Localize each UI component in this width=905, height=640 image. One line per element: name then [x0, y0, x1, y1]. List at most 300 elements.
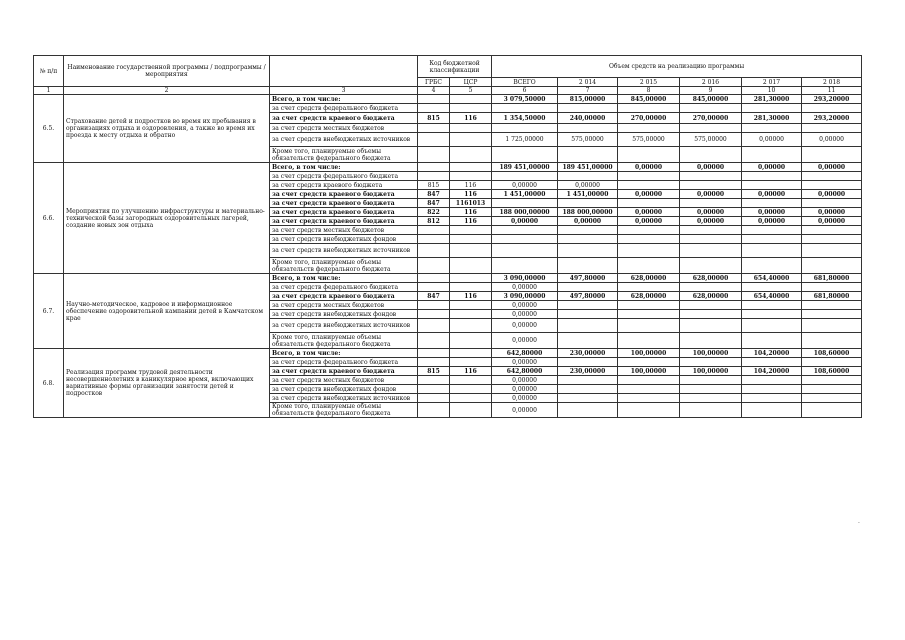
amount-cell	[802, 376, 862, 385]
amount-cell	[742, 258, 802, 274]
csr-cell: 116	[450, 292, 492, 301]
col-number: 2	[64, 87, 270, 95]
amount-cell	[742, 358, 802, 367]
grbs-cell	[418, 333, 450, 349]
amount-cell: 0,00000	[492, 310, 558, 319]
grbs-cell: 847	[418, 199, 450, 208]
col-number: 5	[450, 87, 492, 95]
csr-cell	[450, 385, 492, 394]
amount-cell: 815,00000	[558, 95, 618, 104]
csr-cell	[450, 235, 492, 244]
amount-cell: 100,00000	[618, 349, 680, 358]
amount-cell	[742, 310, 802, 319]
amount-cell: 0,00000	[558, 217, 618, 226]
amount-cell: 0,00000	[742, 190, 802, 199]
grbs-cell	[418, 244, 450, 258]
grbs-cell	[418, 172, 450, 181]
row-label: Всего, в том числе:	[270, 274, 418, 283]
header-no: № п/п	[34, 56, 64, 87]
amount-cell: 0,00000	[742, 163, 802, 172]
amount-cell: 642,80000	[492, 367, 558, 376]
csr-cell	[450, 376, 492, 385]
col-number: 11	[802, 87, 862, 95]
amount-cell: 575,00000	[680, 133, 742, 147]
grbs-cell	[418, 258, 450, 274]
row-label: за счет средств местных бюджетов	[270, 226, 418, 235]
csr-cell: 116	[450, 208, 492, 217]
header-volume: Объем средств на реализацию программы	[492, 56, 862, 78]
grbs-cell	[418, 226, 450, 235]
amount-cell	[492, 244, 558, 258]
table-row	[34, 274, 862, 283]
amount-cell	[802, 226, 862, 235]
amount-cell: 100,00000	[680, 349, 742, 358]
amount-cell: 0,00000	[742, 217, 802, 226]
grbs-cell	[418, 274, 450, 283]
amount-cell	[742, 283, 802, 292]
amount-cell: 108,60000	[802, 349, 862, 358]
amount-cell	[618, 235, 680, 244]
amount-cell: 281,30000	[742, 95, 802, 104]
amount-cell	[742, 104, 802, 113]
row-label: за счет средств внебюджетных источников	[270, 244, 418, 258]
csr-cell	[450, 319, 492, 333]
grbs-cell	[418, 133, 450, 147]
grbs-cell	[418, 403, 450, 418]
amount-cell: 3 090,00000	[492, 274, 558, 283]
amount-cell	[680, 124, 742, 133]
csr-cell	[450, 124, 492, 133]
amount-cell	[742, 181, 802, 190]
amount-cell	[680, 258, 742, 274]
header-year: 2 018	[802, 78, 862, 87]
grbs-cell	[418, 283, 450, 292]
amount-cell: 188 000,00000	[492, 208, 558, 217]
row-label: за счет средств местных бюджетов	[270, 376, 418, 385]
amount-cell	[558, 358, 618, 367]
amount-cell	[742, 226, 802, 235]
amount-cell: 0,00000	[618, 217, 680, 226]
amount-cell: 0,00000	[742, 133, 802, 147]
amount-cell	[802, 333, 862, 349]
amount-cell: 0,00000	[802, 208, 862, 217]
amount-cell	[492, 226, 558, 235]
amount-cell	[618, 333, 680, 349]
amount-cell	[492, 199, 558, 208]
amount-cell	[802, 235, 862, 244]
row-label: за счет средств краевого бюджета	[270, 367, 418, 376]
csr-cell	[450, 274, 492, 283]
row-label: за счет средств внебюджетных источников	[270, 133, 418, 147]
csr-cell	[450, 394, 492, 403]
csr-cell	[450, 310, 492, 319]
amount-cell: 189 451,00000	[492, 163, 558, 172]
csr-cell	[450, 133, 492, 147]
amount-cell: 0,00000	[492, 385, 558, 394]
amount-cell	[802, 181, 862, 190]
amount-cell: 104,20000	[742, 367, 802, 376]
section-title: Реализация программ трудовой деятельности несовершеннолетних в каникулярное время, включающих вариативные формы организации занятости детей и подростков	[64, 349, 270, 418]
amount-cell: 0,00000	[492, 217, 558, 226]
amount-cell	[492, 258, 558, 274]
csr-cell	[450, 301, 492, 310]
amount-cell	[618, 403, 680, 418]
amount-cell	[742, 244, 802, 258]
row-label: за счет средств краевого бюджета	[270, 292, 418, 301]
csr-cell	[450, 147, 492, 163]
grbs-cell	[418, 358, 450, 367]
amount-cell: 189 451,00000	[558, 163, 618, 172]
section-number: 6.8.	[34, 349, 64, 418]
amount-cell	[618, 358, 680, 367]
grbs-cell: 815	[418, 181, 450, 190]
amount-cell	[558, 226, 618, 235]
budget-table	[33, 55, 862, 418]
amount-cell	[680, 301, 742, 310]
csr-cell	[450, 403, 492, 418]
amount-cell	[618, 310, 680, 319]
header-csr: ЦСР	[450, 78, 492, 87]
amount-cell	[558, 283, 618, 292]
row-label: Кроме того, планируемые объемы обязательств федерального бюджета	[270, 333, 418, 349]
amount-cell	[618, 172, 680, 181]
header-name: Наименование государственной программы / подпрограммы / мероприятия	[64, 56, 270, 87]
row-label: за счет средств краевого бюджета	[270, 217, 418, 226]
header-code: Код бюджетной классификации	[418, 56, 492, 78]
amount-cell	[618, 199, 680, 208]
amount-cell	[558, 319, 618, 333]
amount-cell	[680, 199, 742, 208]
amount-cell	[618, 319, 680, 333]
amount-cell	[802, 301, 862, 310]
row-label: Всего, в том числе:	[270, 95, 418, 104]
amount-cell	[618, 258, 680, 274]
amount-cell: 654,40000	[742, 274, 802, 283]
csr-cell	[450, 172, 492, 181]
table-row	[34, 349, 862, 358]
amount-cell	[618, 181, 680, 190]
amount-cell	[558, 147, 618, 163]
amount-cell: 100,00000	[618, 367, 680, 376]
amount-cell	[618, 385, 680, 394]
grbs-cell	[418, 319, 450, 333]
grbs-cell	[418, 235, 450, 244]
amount-cell: 3 079,50000	[492, 95, 558, 104]
amount-cell: 0,00000	[492, 403, 558, 418]
amount-cell	[618, 226, 680, 235]
amount-cell: 293,20000	[802, 113, 862, 124]
amount-cell	[680, 181, 742, 190]
csr-cell	[450, 283, 492, 292]
csr-cell	[450, 349, 492, 358]
row-label: за счет средств федерального бюджета	[270, 283, 418, 292]
grbs-cell	[418, 301, 450, 310]
csr-cell: 116	[450, 181, 492, 190]
amount-cell	[802, 310, 862, 319]
amount-cell: 1 725,00000	[492, 133, 558, 147]
amount-cell: 575,00000	[558, 133, 618, 147]
amount-cell: 0,00000	[802, 190, 862, 199]
amount-cell	[742, 333, 802, 349]
row-label: за счет средств внебюджетных фондов	[270, 310, 418, 319]
csr-cell	[450, 244, 492, 258]
amount-cell	[492, 235, 558, 244]
row-label: за счет средств краевого бюджета	[270, 199, 418, 208]
csr-cell	[450, 95, 492, 104]
grbs-cell	[418, 385, 450, 394]
amount-cell	[742, 199, 802, 208]
amount-cell	[680, 333, 742, 349]
amount-cell	[492, 104, 558, 113]
grbs-cell: 847	[418, 292, 450, 301]
amount-cell: 0,00000	[558, 181, 618, 190]
amount-cell: 0,00000	[618, 208, 680, 217]
amount-cell: 642,80000	[492, 349, 558, 358]
row-label: за счет средств федерального бюджета	[270, 172, 418, 181]
amount-cell	[802, 319, 862, 333]
section-title: Мероприятия по улучшению инфраструктуры и материально-технической базы загородных оздоровительных лагерей, создание новых зон отдыха	[64, 163, 270, 274]
amount-cell	[618, 104, 680, 113]
row-label: за счет средств местных бюджетов	[270, 301, 418, 310]
amount-cell: 0,00000	[492, 358, 558, 367]
amount-cell	[802, 244, 862, 258]
amount-cell	[742, 394, 802, 403]
amount-cell: 0,00000	[492, 301, 558, 310]
col-number: 9	[680, 87, 742, 95]
amount-cell: 0,00000	[492, 394, 558, 403]
grbs-cell: 815	[418, 367, 450, 376]
row-label: за счет средств внебюджетных фондов	[270, 235, 418, 244]
csr-cell	[450, 226, 492, 235]
amount-cell: 845,00000	[680, 95, 742, 104]
amount-cell	[742, 147, 802, 163]
col-number: 8	[618, 87, 680, 95]
row-label: за счет средств краевого бюджета	[270, 181, 418, 190]
amount-cell	[680, 376, 742, 385]
row-label: за счет средств краевого бюджета	[270, 190, 418, 199]
amount-cell	[742, 319, 802, 333]
amount-cell	[802, 172, 862, 181]
csr-cell: 116	[450, 367, 492, 376]
amount-cell	[680, 226, 742, 235]
amount-cell	[802, 199, 862, 208]
amount-cell	[680, 403, 742, 418]
amount-cell: 240,00000	[558, 113, 618, 124]
amount-cell	[680, 283, 742, 292]
col-number: 6	[492, 87, 558, 95]
amount-cell	[558, 376, 618, 385]
grbs-cell	[418, 349, 450, 358]
csr-cell: 116	[450, 190, 492, 199]
amount-cell	[742, 235, 802, 244]
amount-cell: 0,00000	[802, 133, 862, 147]
row-label: Кроме того, планируемые объемы обязательств федерального бюджета	[270, 403, 418, 418]
amount-cell	[558, 403, 618, 418]
amount-cell	[680, 104, 742, 113]
col-number: 10	[742, 87, 802, 95]
grbs-cell	[418, 310, 450, 319]
grbs-cell: 815	[418, 113, 450, 124]
amount-cell	[802, 358, 862, 367]
amount-cell	[558, 258, 618, 274]
amount-cell	[680, 235, 742, 244]
amount-cell: 230,00000	[558, 349, 618, 358]
row-label: за счет средств федерального бюджета	[270, 104, 418, 113]
col-number: 4	[418, 87, 450, 95]
amount-cell	[618, 394, 680, 403]
grbs-cell	[418, 147, 450, 163]
grbs-cell	[418, 124, 450, 133]
amount-cell	[558, 310, 618, 319]
grbs-cell	[418, 394, 450, 403]
amount-cell: 1 451,00000	[558, 190, 618, 199]
amount-cell: 0,00000	[802, 163, 862, 172]
amount-cell: 497,80000	[558, 274, 618, 283]
amount-cell	[680, 172, 742, 181]
amount-cell	[618, 283, 680, 292]
csr-cell	[450, 163, 492, 172]
amount-cell	[742, 403, 802, 418]
amount-cell	[618, 244, 680, 258]
row-label: Кроме того, планируемые объемы обязательств федерального бюджета	[270, 258, 418, 274]
amount-cell: 628,00000	[680, 292, 742, 301]
amount-cell	[680, 244, 742, 258]
amount-cell	[492, 147, 558, 163]
amount-cell	[680, 358, 742, 367]
csr-cell	[450, 358, 492, 367]
amount-cell	[742, 124, 802, 133]
amount-cell: 3 090,00000	[492, 292, 558, 301]
amount-cell	[742, 385, 802, 394]
section-number: 6.7.	[34, 274, 64, 349]
row-label: за счет средств внебюджетных фондов	[270, 385, 418, 394]
row-label: за счет средств краевого бюджета	[270, 208, 418, 217]
header-year: 2 017	[742, 78, 802, 87]
amount-cell	[802, 258, 862, 274]
amount-cell: 0,00000	[492, 376, 558, 385]
amount-cell	[742, 376, 802, 385]
amount-cell	[680, 310, 742, 319]
amount-cell: 0,00000	[492, 333, 558, 349]
scan-mark: ·	[858, 520, 860, 527]
amount-cell	[618, 147, 680, 163]
amount-cell: 0,00000	[492, 181, 558, 190]
header-blank	[270, 56, 418, 87]
grbs-cell	[418, 95, 450, 104]
amount-cell	[802, 283, 862, 292]
amount-cell	[558, 394, 618, 403]
csr-cell: 116	[450, 113, 492, 124]
row-label: за счет средств внебюджетных источников	[270, 319, 418, 333]
csr-cell	[450, 333, 492, 349]
header-year: 2 014	[558, 78, 618, 87]
row-label: за счет средств местных бюджетов	[270, 124, 418, 133]
csr-cell: 116	[450, 217, 492, 226]
amount-cell	[680, 394, 742, 403]
grbs-cell	[418, 376, 450, 385]
amount-cell	[742, 172, 802, 181]
amount-cell	[618, 124, 680, 133]
amount-cell: 681,80000	[802, 274, 862, 283]
amount-cell	[618, 301, 680, 310]
amount-cell	[618, 376, 680, 385]
amount-cell	[680, 319, 742, 333]
table-row	[34, 163, 862, 172]
header-year: 2 015	[618, 78, 680, 87]
csr-cell	[450, 258, 492, 274]
amount-cell: 104,20000	[742, 349, 802, 358]
amount-cell: 0,00000	[680, 208, 742, 217]
row-label: за счет средств краевого бюджета	[270, 113, 418, 124]
amount-cell: 0,00000	[680, 217, 742, 226]
amount-cell: 0,00000	[618, 190, 680, 199]
amount-cell	[802, 403, 862, 418]
amount-cell	[558, 104, 618, 113]
row-label: Кроме того, планируемые объемы обязательств федерального бюджета	[270, 147, 418, 163]
amount-cell	[802, 104, 862, 113]
amount-cell: 230,00000	[558, 367, 618, 376]
section-number: 6.6.	[34, 163, 64, 274]
amount-cell: 108,60000	[802, 367, 862, 376]
amount-cell: 681,80000	[802, 292, 862, 301]
amount-cell: 497,80000	[558, 292, 618, 301]
amount-cell	[802, 147, 862, 163]
amount-cell	[558, 301, 618, 310]
grbs-cell: 822	[418, 208, 450, 217]
amount-cell: 1 451,00000	[492, 190, 558, 199]
grbs-cell	[418, 104, 450, 113]
table-row	[34, 95, 862, 104]
amount-cell: 845,00000	[618, 95, 680, 104]
amount-cell: 575,00000	[618, 133, 680, 147]
amount-cell: 270,00000	[680, 113, 742, 124]
row-label: Всего, в том числе:	[270, 349, 418, 358]
amount-cell	[492, 172, 558, 181]
csr-cell	[450, 104, 492, 113]
grbs-cell	[418, 163, 450, 172]
row-label: Всего, в том числе:	[270, 163, 418, 172]
amount-cell: 0,00000	[680, 190, 742, 199]
amount-cell: 100,00000	[680, 367, 742, 376]
amount-cell	[802, 394, 862, 403]
grbs-cell: 847	[418, 190, 450, 199]
amount-cell: 0,00000	[680, 163, 742, 172]
amount-cell: 654,40000	[742, 292, 802, 301]
amount-cell	[742, 301, 802, 310]
amount-cell	[558, 333, 618, 349]
amount-cell	[558, 124, 618, 133]
grbs-cell: 812	[418, 217, 450, 226]
amount-cell	[558, 172, 618, 181]
header-grbs: ГРБС	[418, 78, 450, 87]
header-year: ВСЕГО	[492, 78, 558, 87]
row-label: за счет средств внебюджетных источников	[270, 394, 418, 403]
amount-cell: 0,00000	[802, 217, 862, 226]
amount-cell	[558, 244, 618, 258]
section-number: 6.5.	[34, 95, 64, 163]
amount-cell: 281,30000	[742, 113, 802, 124]
csr-cell: 1161013	[450, 199, 492, 208]
amount-cell: 0,00000	[618, 163, 680, 172]
col-number: 7	[558, 87, 618, 95]
section-title: Научно-методическое, кадровое и информационное обеспечение оздоровительной кампании детей в Камчатском крае	[64, 274, 270, 349]
amount-cell	[802, 124, 862, 133]
col-number: 1	[34, 87, 64, 95]
amount-cell	[558, 385, 618, 394]
amount-cell: 1 354,50000	[492, 113, 558, 124]
amount-cell	[680, 385, 742, 394]
amount-cell	[558, 235, 618, 244]
